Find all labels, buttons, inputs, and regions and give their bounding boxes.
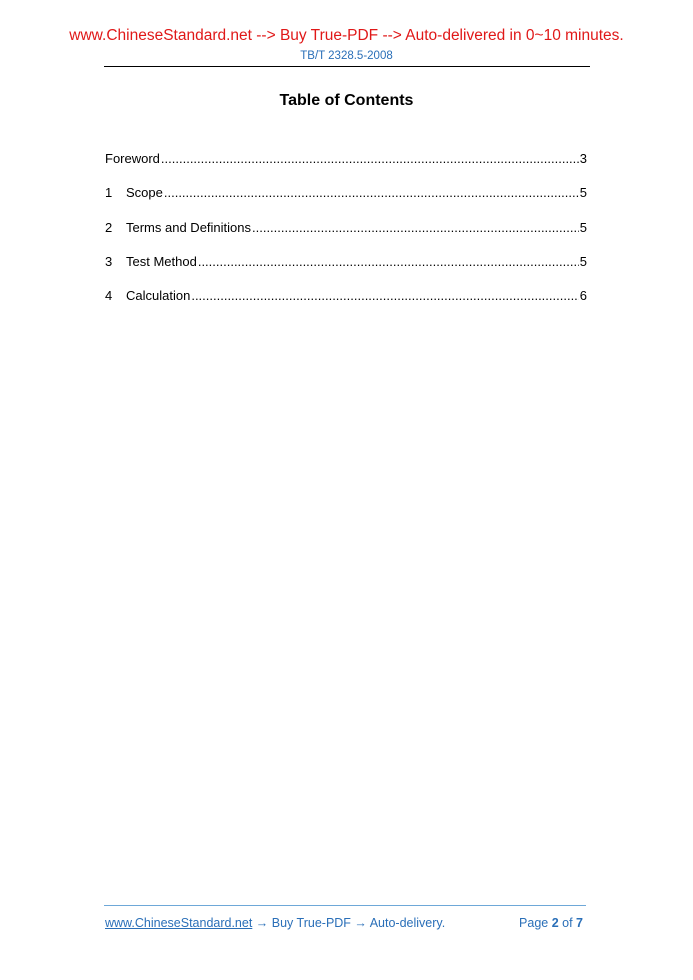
toc-entry-page: 5 (579, 253, 587, 269)
footer-website-link[interactable]: www.ChineseStandard.net (105, 916, 253, 930)
page-indicator (519, 916, 583, 930)
toc-entry-test-method[interactable] (105, 253, 587, 287)
footer (105, 916, 583, 930)
toc-entry-label: Terms and Definitions (126, 219, 251, 235)
toc-entry-calculation[interactable] (105, 287, 587, 321)
toc-entry-foreword[interactable] (105, 150, 587, 184)
toc-entry-label: Calculation (126, 288, 191, 304)
page-prefix: Page (519, 916, 552, 930)
toc-entry-number: 4 (105, 288, 113, 304)
toc-entry-page: 3 (579, 151, 587, 166)
toc-leader-dots (191, 287, 578, 305)
toc-entry-page: 5 (579, 185, 587, 201)
page-current: 2 (551, 916, 559, 930)
page-of: of (558, 916, 577, 930)
toc-leader-dots (198, 253, 579, 271)
toc-entry-scope[interactable] (105, 184, 587, 218)
footer-tagline: → Buy True-PDF → Auto-delivery. (252, 916, 446, 930)
toc-entry-number: 2 (105, 219, 113, 235)
page-title: Table of Contents (279, 92, 414, 109)
toc-entry-label: Foreword (105, 151, 160, 166)
toc-leader-dots (161, 150, 579, 168)
footer-promo (105, 916, 445, 930)
page-total: 7 (576, 916, 583, 930)
toc-entry-page: 5 (579, 219, 587, 235)
header-divider (104, 66, 590, 67)
toc-entry-number: 3 (105, 253, 113, 269)
toc-entry-number: 1 (105, 185, 113, 201)
toc-leader-dots (164, 184, 579, 202)
toc-entry-label: Scope (126, 185, 163, 201)
toc-entry-terms-and-definitions[interactable] (105, 219, 587, 253)
toc-entry-page: 6 (579, 288, 587, 304)
banner-text: www.ChineseStandard.net --> Buy True-PDF --> Auto-delivered in 0~10 minutes. (69, 27, 624, 44)
toc-list (105, 150, 587, 321)
document-code: TB/T 2328.5-2008 (300, 50, 393, 62)
footer-divider (104, 905, 586, 906)
toc-entry-label: Test Method (126, 253, 197, 269)
toc-leader-dots (252, 219, 579, 237)
